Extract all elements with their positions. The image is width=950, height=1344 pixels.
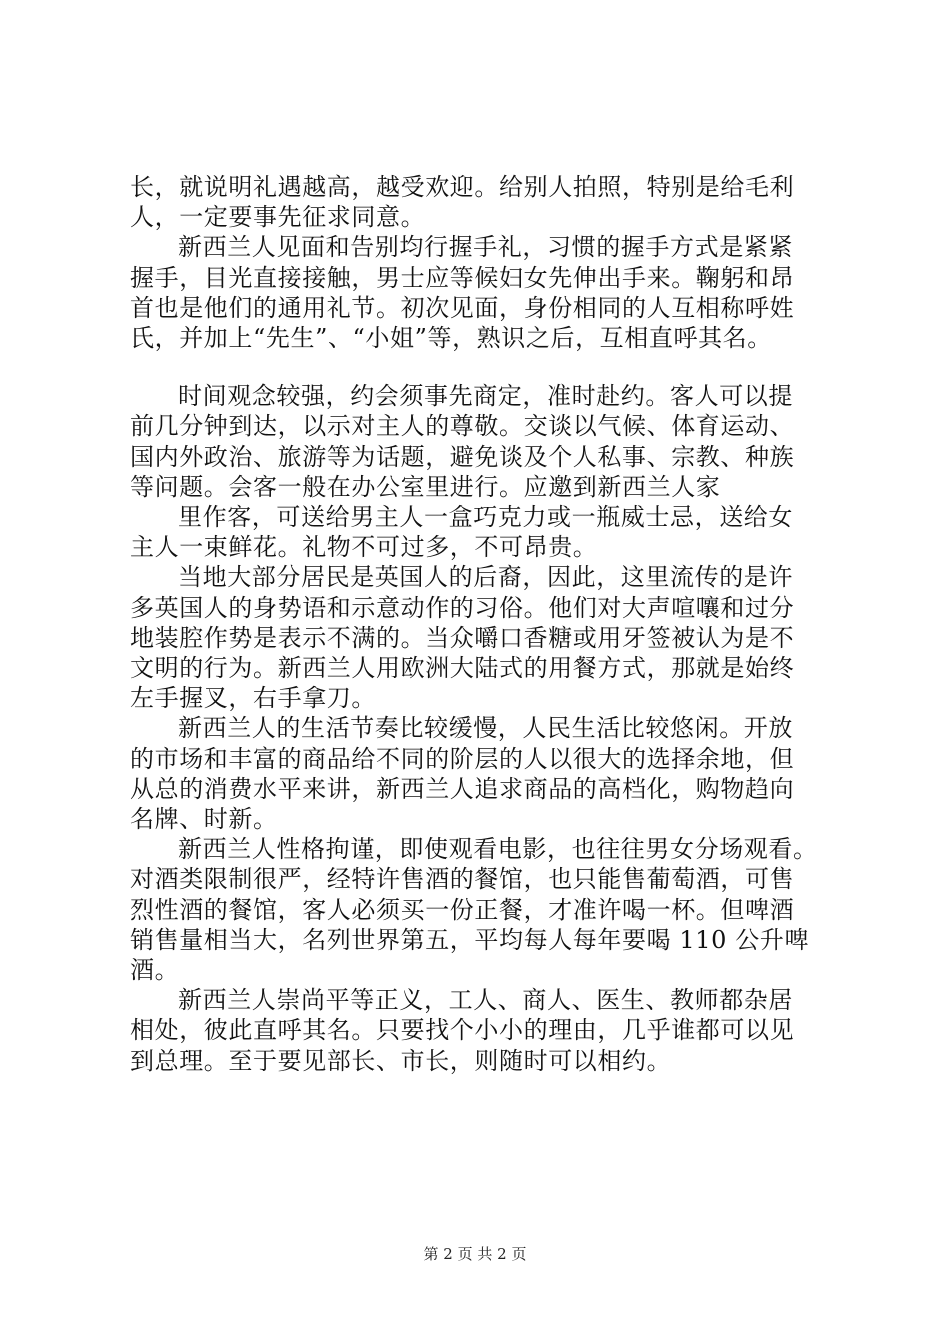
paragraph-1 (130, 172, 830, 232)
paragraph-line: 地装腔作势是表示不满的。当众嚼口香糖或用牙签被认为是不 (130, 623, 795, 652)
paragraph-line: 主人一束鲜花。礼物不可过多，不可昂贵。 (130, 533, 598, 562)
paragraph-line: 里作客，可送给男主人一盒巧克力或一瓶威士忌，送给女 (178, 503, 793, 532)
paragraph-line: 等问题。会客一般在办公室里进行。应邀到新西兰人家 (130, 472, 721, 501)
paragraph-spacer (130, 353, 830, 381)
paragraph-line: 人，一定要事先征求同意。 (130, 203, 426, 232)
paragraph-line: 握手，目光直接接触，男士应等候妇女先伸出手来。鞠躬和昂 (130, 263, 795, 292)
paragraph-line: 氏，并加上“先生”、“小姐”等，熟识之后，互相直呼其名。 (130, 324, 772, 353)
paragraph-2 (130, 232, 830, 353)
paragraph-line: 相处，彼此直呼其名。只要找个小小的理由，几乎谁都可以见 (130, 1016, 795, 1045)
paragraph-line: 从总的消费水平来讲，新西兰人追求商品的高档化，购物趋向 (130, 774, 795, 803)
paragraph-3 (130, 381, 830, 502)
paragraph-line: 到总理。至于要见部长、市长，则随时可以相约。 (130, 1046, 672, 1075)
paragraph-line: 名牌、时新。 (130, 805, 278, 834)
paragraph-line: 当地大部分居民是英国人的后裔，因此，这里流传的是许 (178, 563, 793, 592)
paragraph-line: 新西兰人性格拘谨，即使观看电影，也往往男女分场观看。 (178, 835, 818, 864)
page-number-footer: 第 2 页 共 2 页 (423, 1245, 527, 1263)
paragraph-5 (130, 562, 830, 713)
paragraph-6 (130, 713, 830, 834)
paragraph-line: 新西兰人崇尚平等正义，工人、商人、医生、教师都杂居 (178, 986, 793, 1015)
paragraph-line: 多英国人的身势语和示意动作的习俗。他们对大声喧嚷和过分 (130, 593, 795, 622)
document-body (130, 172, 830, 1076)
paragraph-line: 酒。 (130, 956, 180, 985)
paragraph-8 (130, 985, 830, 1076)
paragraph-line: 长，就说明礼遇越高，越受欢迎。给别人拍照，特别是给毛利 (130, 173, 795, 201)
paragraph-4 (130, 502, 830, 562)
paragraph-line: 左手握叉，右手拿刀。 (130, 684, 376, 713)
paragraph-line: 对酒类限制很严，经特许售酒的餐馆，也只能售葡萄酒，可售 (130, 865, 795, 894)
paragraph-line: 的市场和丰富的商品给不同的阶层的人以很大的选择余地，但 (130, 744, 795, 773)
paragraph-line: 时间观念较强，约会须事先商定，准时赴约。客人可以提 (178, 382, 793, 411)
paragraph-line: 烈性酒的餐馆，客人必须买一份正餐，才准许喝一杯。但啤酒 (130, 895, 795, 924)
paragraph-line: 新西兰人的生活节奏比较缓慢，人民生活比较悠闲。开放 (178, 714, 793, 743)
paragraph-line: 前几分钟到达，以示对主人的尊敬。交谈以气候、体育运动、 (130, 412, 795, 441)
paragraph-line: 新西兰人见面和告别均行握手礼，习惯的握手方式是紧紧 (178, 233, 793, 262)
paragraph-7 (130, 834, 830, 985)
paragraph-line: 国内外政治、旅游等为话题，避免谈及个人私事、宗教、种族 (130, 442, 795, 471)
paragraph-line: 销售量相当大，名列世界第五，平均每人每年要喝 110 公升啤 (130, 925, 810, 954)
paragraph-line: 文明的行为。新西兰人用欧洲大陆式的用餐方式，那就是始终 (130, 654, 795, 683)
paragraph-line: 首也是他们的通用礼节。初次见面，身份相同的人互相称呼姓 (130, 293, 795, 322)
